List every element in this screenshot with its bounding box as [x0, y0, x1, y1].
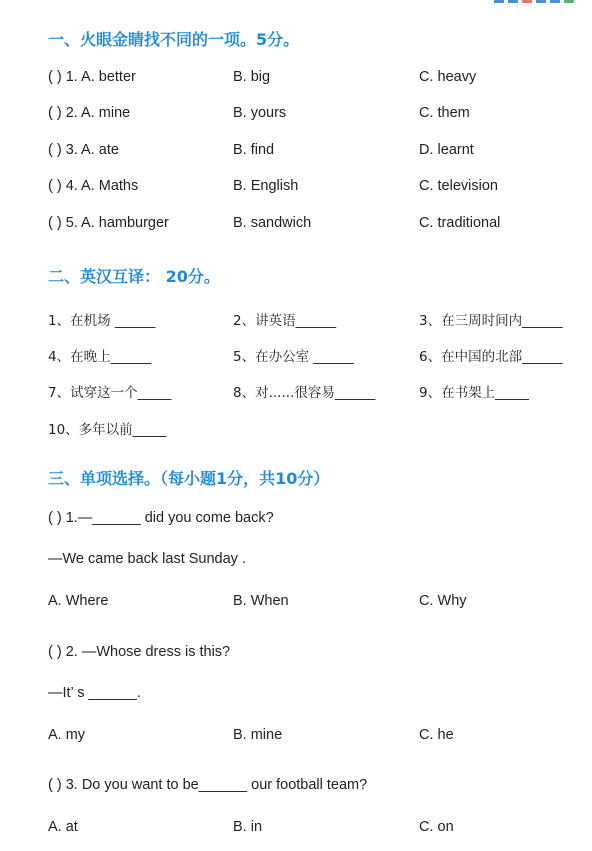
s2-item-7: 7、试穿这一个_____	[48, 385, 172, 401]
s2-item-5: 5、在办公室 ______	[233, 349, 354, 365]
s1-q5-option-b: B. sandwich	[233, 215, 312, 231]
s3-q3-option-c: C. on	[419, 819, 454, 835]
section-1-title: 一、火眼金睛找不同的一项。5分。	[48, 30, 300, 49]
s2-row-1	[0, 309, 592, 331]
s1-q3-option-b: B. find	[233, 142, 275, 158]
s1-row-5	[0, 215, 592, 237]
s1-q2-option-a: ( ) 2. A. mine	[48, 105, 131, 121]
s3-q3-option-a: A. at	[48, 819, 78, 835]
s1-q1-option-b: B. big	[233, 69, 271, 85]
section-2-title: 二、英汉互译： 20分。	[48, 267, 220, 286]
s1-q5-option-a: ( ) 5. A. hamburger	[48, 215, 169, 231]
s3-q3-option-b: B. in	[233, 819, 263, 835]
s1-q1-option-c: C. heavy	[419, 69, 477, 85]
s3-q1-option-a: A. Where	[48, 593, 109, 609]
s2-item-1: 1、在机场 ______	[48, 313, 156, 329]
s1-q3-option-a: ( ) 3. A. ate	[48, 142, 119, 158]
top-decoration	[494, 0, 574, 3]
s3-q1-options	[0, 593, 592, 615]
s1-q4-option-c: C. television	[419, 178, 498, 194]
s3-q1-reply: —We came back last Sunday .	[48, 551, 246, 567]
s3-q1-stem: ( ) 1.—______ did you come back?	[48, 510, 274, 526]
s2-item-10: 10、多年以前_____	[48, 422, 167, 438]
s2-item-8: 8、对......很容易______	[233, 385, 376, 401]
s1-row-4	[0, 178, 592, 200]
s3-q2-option-c: C. he	[419, 727, 454, 743]
s1-q1-option-a: ( ) 1. A. better	[48, 69, 136, 85]
s2-row-4	[0, 418, 592, 440]
s3-q2-reply: —It’ s ______.	[48, 685, 141, 701]
s1-row-2	[0, 105, 592, 127]
s1-q2-option-b: B. yours	[233, 105, 287, 121]
s1-row-1	[0, 69, 592, 91]
s2-row-3	[0, 381, 592, 403]
s3-q2-option-b: B. mine	[233, 727, 283, 743]
s3-q3-options	[0, 819, 592, 841]
s1-q4-option-a: ( ) 4. A. Maths	[48, 178, 139, 194]
section-3-title: 三、单项选择。（每小题1分，共10分）	[48, 469, 330, 488]
s1-row-3	[0, 142, 592, 164]
s3-q1-option-c: C. Why	[419, 593, 467, 609]
s3-q2-option-a: A. my	[48, 727, 86, 743]
s1-q2-option-c: C. them	[419, 105, 470, 121]
s2-item-2: 2、讲英语______	[233, 313, 337, 329]
s1-q5-option-c: C. traditional	[419, 215, 501, 231]
s2-item-6: 6、在中国的北部______	[419, 349, 563, 365]
s3-q3-stem: ( ) 3. Do you want to be______ our football team?	[48, 777, 368, 793]
s2-row-2	[0, 345, 592, 367]
s3-q2-stem: ( ) 2. —Whose dress is this?	[48, 644, 231, 660]
s2-item-3: 3、在三周时间内______	[419, 313, 563, 329]
s2-item-4: 4、在晚上______	[48, 349, 152, 365]
s1-q4-option-b: B. English	[233, 178, 299, 194]
s2-item-9: 9、在书架上_____	[419, 385, 529, 401]
s1-q3-option-d: D. learnt	[419, 142, 474, 158]
s3-q2-options	[0, 727, 592, 749]
s3-q1-option-b: B. When	[233, 593, 289, 609]
